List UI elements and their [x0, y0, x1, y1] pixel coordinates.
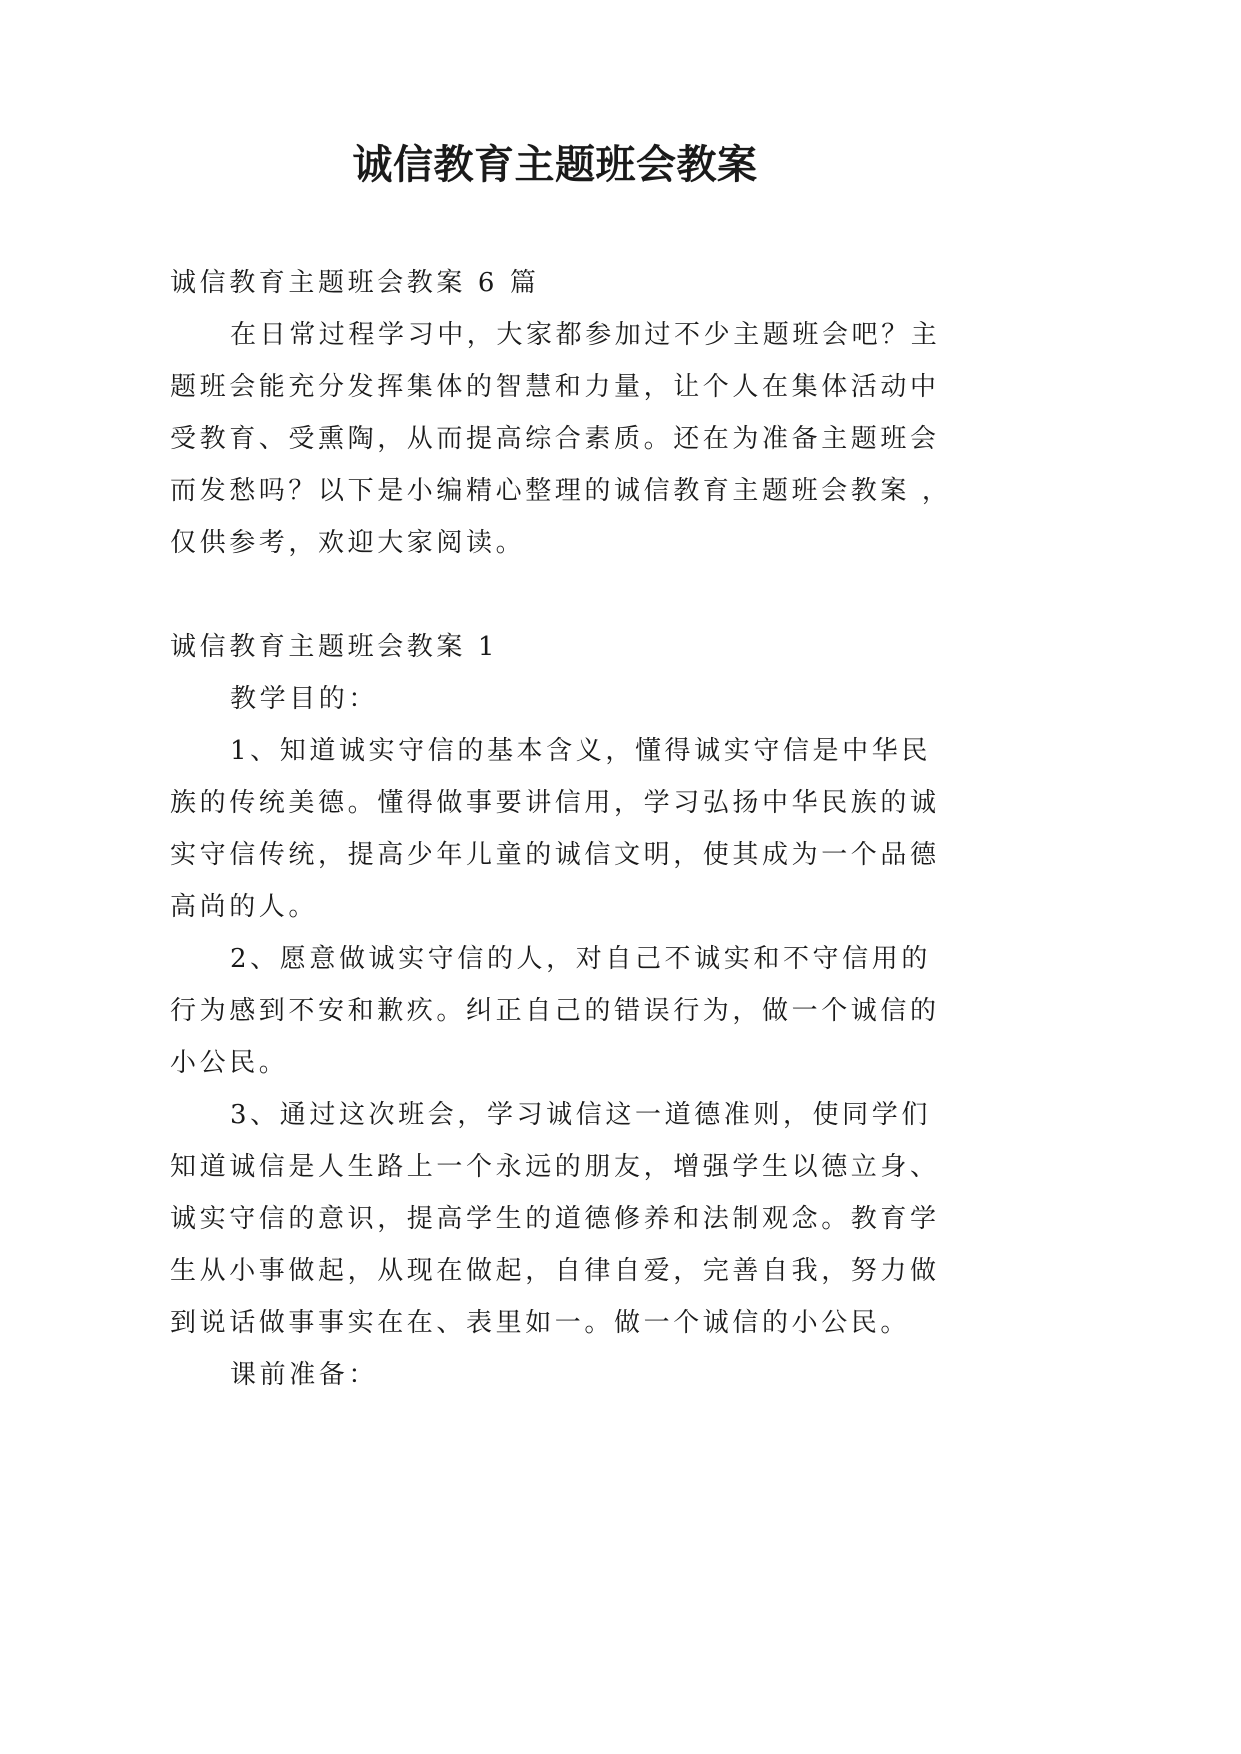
paragraph-line: 实守信传统，提高少年儿童的诚信文明，使其成为一个品德 [170, 840, 940, 870]
paragraph-line: 1、知道诚实守信的基本含义，懂得诚实守信是中华民 [230, 736, 931, 766]
objectives-label: 教学目的： [230, 684, 379, 714]
paragraph-line: 行为感到不安和歉疚。纠正自己的错误行为，做一个诚信的 [170, 996, 940, 1026]
document-body [170, 257, 990, 1401]
paragraph-line: 而发愁吗？以下是小编精心整理的诚信教育主题班会教案 ， [170, 476, 952, 506]
objective-item-2 [170, 933, 990, 1089]
paragraph-line: 仅供参考，欢迎大家阅读。 [170, 528, 526, 558]
paragraph-line: 小公民。 [170, 1048, 289, 1078]
paragraph-line: 高尚的人。 [170, 892, 319, 922]
paragraph-line: 在日常过程学习中，大家都参加过不少主题班会吧？主 [230, 320, 941, 350]
paragraph-line: 到说话做事事实在在、表里如一。做一个诚信的小公民。 [170, 1308, 911, 1338]
paragraph-line: 知道诚信是人生路上一个永远的朋友，增强学生以德立身、 [170, 1152, 940, 1182]
intro-heading: 诚信教育主题班会教案 6 篇 [170, 268, 540, 298]
document-title: 诚信教育主题班会教案 [352, 141, 758, 188]
objective-item-1 [170, 725, 990, 933]
section-heading: 诚信教育主题班会教案 1 [170, 632, 499, 662]
paragraph-line: 题班会能充分发挥集体的智慧和力量，让个人在集体活动中 [170, 372, 940, 402]
preparation-label: 课前准备： [230, 1360, 379, 1390]
paragraph-line: 诚实守信的意识，提高学生的道德修养和法制观念。教育学 [170, 1204, 940, 1234]
paragraph-line: 生从小事做起，从现在做起，自律自爱，完善自我，努力做 [170, 1256, 940, 1286]
paragraph-line: 受教育、受熏陶，从而提高综合素质。还在为准备主题班会 [170, 424, 940, 454]
paragraph-line: 2、愿意做诚实守信的人，对自己不诚实和不守信用的 [230, 944, 931, 974]
objective-item-3 [170, 1089, 990, 1349]
paragraph-line: 3、通过这次班会，学习诚信这一道德准则，使同学们 [230, 1100, 931, 1130]
paragraph-line: 族的传统美德。懂得做事要讲信用，学习弘扬中华民族的诚 [170, 788, 940, 818]
intro-paragraph [170, 309, 990, 569]
